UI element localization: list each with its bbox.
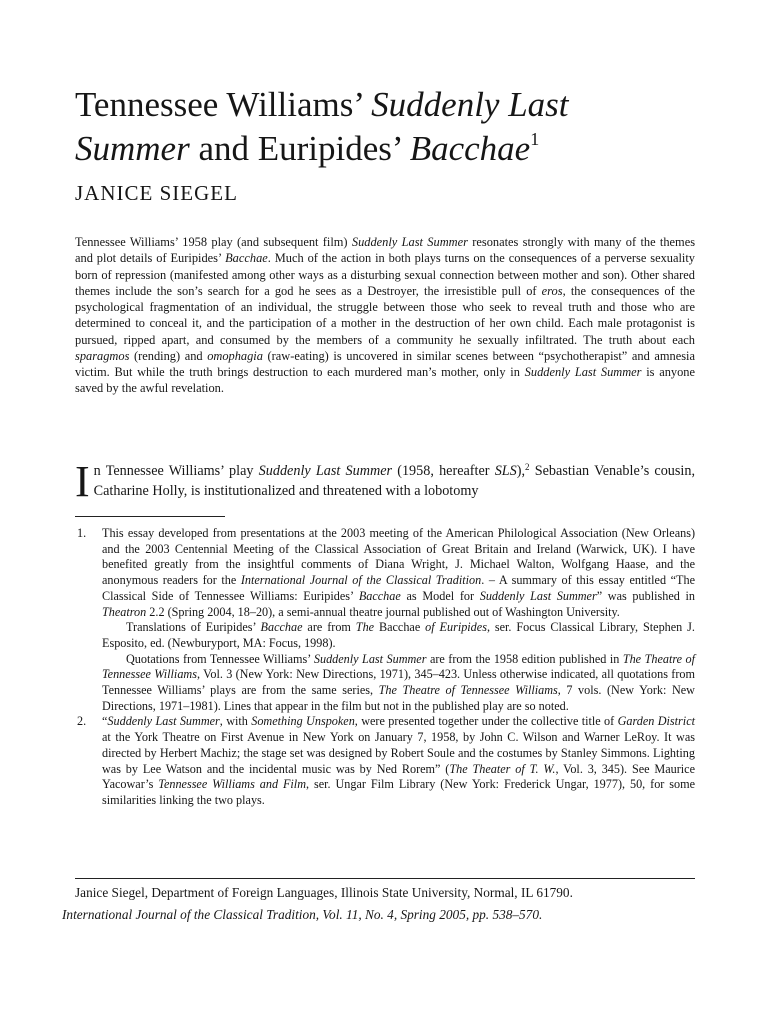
body-opening-paragraph: In Tennessee Williams’ play Suddenly Last Summer (1958, hereafter SLS),$^2$ Sebastian Venable’s cousin, Catharine Holly, is institutionalized and threatened with a lobotomy <box>75 457 696 506</box>
article-title <box>75 83 695 171</box>
author-name: JANICE SIEGEL <box>75 181 238 205</box>
footnotes <box>75 526 695 809</box>
footnote-number: 2. <box>77 714 87 729</box>
journal-citation: International Journal of the Classical Tradition, Vol. 11, No. 4, Spring 2005, pp. 538–570. <box>62 907 543 922</box>
author-affiliation: Janice Siegel, Department of Foreign Languages, Illinois State University, Normal, IL 61790. <box>75 885 573 900</box>
footnote-divider <box>75 516 225 517</box>
title-italic-text: Bacchae <box>409 129 531 168</box>
title-italic-text: Summer <box>75 129 190 168</box>
footnote-number: 1. <box>77 526 87 540</box>
footnote-ref-2[interactable]: 2 <box>525 462 530 472</box>
title-text: Tennessee Williams’ <box>75 85 372 124</box>
abstract: Tennessee Williams’ 1958 play (and subsequent film) Suddenly Last Summer resonates strongly with many of the themes and plot details of Euripides’ Bacchae. Much of the action in both plays turns on the consequences of a perverse sexuality born of repression (manifested among other ways as a disturbing sexual connection between mother and son). Other shared themes include the son’s search for a god he sees as a Destroyer, the irresistible pull of eros, the consequences of the psychological fragmentation of an individual, the struggle between those who seek to reveal truth and those who are determined to conceal it, and the participation of a mother in the destruction of her own child. Each male protagonist is pursued, ripped apart, and consumed by the members of a community he sexually infiltrated. The truth about each sparagmos (rending) and omophagia (raw-eating) is uncovered in similar scenes between “psychotherapist” and amnesia victim. But while the truth brings destruction to each murdered man’s mother, only in Suddenly Last Summer is anyone saved by the awful revelation. <box>75 235 696 396</box>
title-italic-text: Suddenly Last <box>371 85 569 124</box>
footnote-1: 1. This essay developed from presentations at the 2003 meeting of the American Philological Association (New Orleans) and the 2003 Centennial Meeting of the Classical Association of Great Britain and Ireland (Warwick, UK). I have benefited greatly from the insightful comments of Diana Wright, J. Michael Walton, Wolfgang Haase, and the anonymous readers for the International Journal of the Classical Tradition. – A summary of this essay entitled “The Classical Side of Tennessee Williams: Euripides’ Bacchae as Model for Suddenly Last Summer” was published in Theatron 2.2 (Spring 2004, 18–20), a semi-annual theatre journal published out of Washington University. Translations of Euripides’ Bacchae are from The Bacchae of Euripides, ser. Focus Classical Library, Stephen J. Esposito, ed. (Newburyport, MA: Focus, 1998). Quotations from Tennessee Williams’ Suddenly Last Summer are from the 1958 edition published in The Theatre of Tennessee Williams, Vol. 3 (New York: New Directions, 1971), 345–423. Unless otherwise indicated, all quotations from Tennessee Williams’ plays are from the same series, The Theatre of Tennessee Williams, 7 vols. (New York: New Directions, 1971–1981). Lines that appear in the film but not in the published play are so noted. <box>77 526 695 713</box>
title-footnote-mark[interactable]: 1 <box>530 129 540 149</box>
drop-cap: I <box>75 457 90 506</box>
footer-divider <box>75 878 695 879</box>
footnote-2: 2. “Suddenly Last Summer, with Something Unspoken, were presented together under the collective title of Garden District at the York Theatre on First Avenue in New York on January 7, 1958, by John C. Wilson and Warner LeRoy. It was directed by Herbert Machiz; the stage set was designed by Robert Soule and the costumes by Stanley Simmons. Lighting was by Lee Watson and the incidental music was by Ned Rorem” (The Theater of T. W., Vol. 3, 345). See Maurice Yacowar’s Tennessee Williams and Film, ser. Ungar Film Library (New York: Frederick Ungar, 1977), 50, for some similarities linking the two plays. <box>77 714 696 807</box>
title-text: and Euripides’ <box>189 129 410 168</box>
